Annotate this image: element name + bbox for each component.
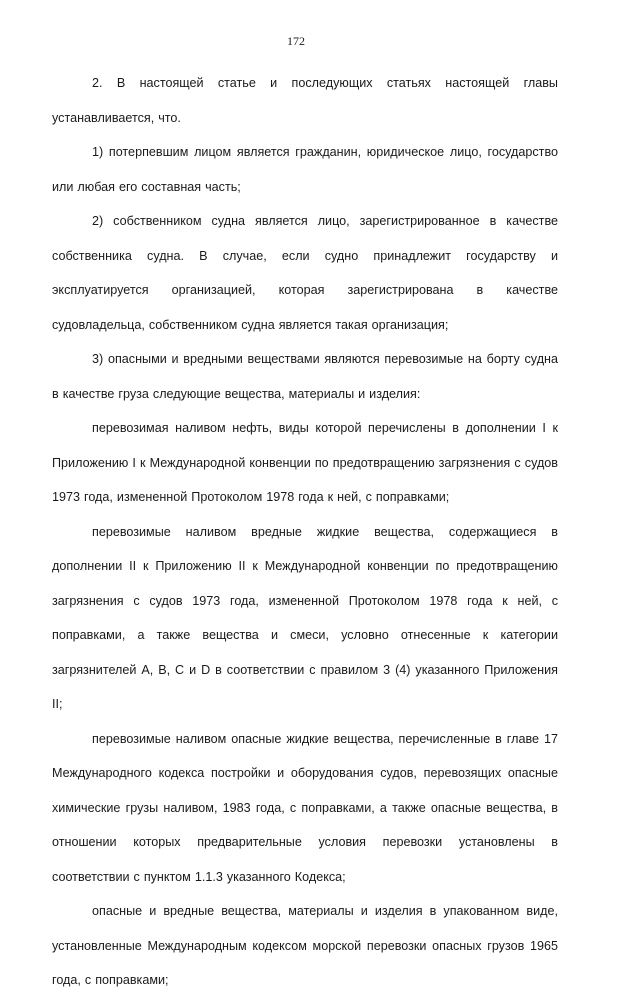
paragraph-ship-owner: 2) собственником судна является лицо, зарегистрированное в качестве собственника судна. В случае, если судно принадлежит государству и эксплуатируется организацией, которая зарегистрирована в качестве судовладельца, собственником судна является такая организация;: [52, 214, 558, 332]
paragraph-hazardous-substances: 3) опасными и вредными веществами являются перевозимые на борту судна в качестве груза следующие вещества, материалы и изделия:: [52, 352, 558, 401]
paragraph-dangerous-liquids: перевозимые наливом опасные жидкие вещества, перечисленные в главе 17 Международного кодекса постройки и оборудования судов, перевозящих опасные химические грузы наливом, 1983 года, с поправками, а также опасные вещества, в отношении которых предварительные условия перевозки установлены в соответствии с пунктом 1.1.3 указанного Кодекса;: [52, 731, 558, 884]
paragraph-injured-party: 1) потерпевшим лицом является гражданин, юридическое лицо, государство или любая его составная часть;: [52, 145, 558, 194]
page-number: 172: [287, 34, 305, 48]
paragraph-definitions-intro: 2. В настоящей статье и последующих статьях настоящей главы устанавливается, что.: [52, 76, 558, 125]
paragraph-bulk-oil: перевозимая наливом нефть, виды которой перечислены в дополнении I к Приложению I к Международной конвенции по предотвращению загрязнения с судов 1973 года, измененной Протоколом 1978 года к ней, с поправками;: [52, 421, 558, 504]
paragraph-packaged-goods: опасные и вредные вещества, материалы и изделия в упакованном виде, установленные Международным кодексом морской перевозки опасных грузов 1965 года, с поправками;: [52, 904, 558, 987]
body-text: [52, 66, 558, 998]
paragraph-noxious-liquids: перевозимые наливом вредные жидкие вещества, содержащиеся в дополнении II к Приложению II к Международной конвенции по предотвращению загрязнения с судов 1973 года, измененной Протоколом 1978 года к ней, с поправками, а также вещества и смеси, условно отнесенные к категории загрязнителей А, В, С и D в соответствии с правилом 3 (4) указанного Приложения II;: [52, 524, 558, 711]
